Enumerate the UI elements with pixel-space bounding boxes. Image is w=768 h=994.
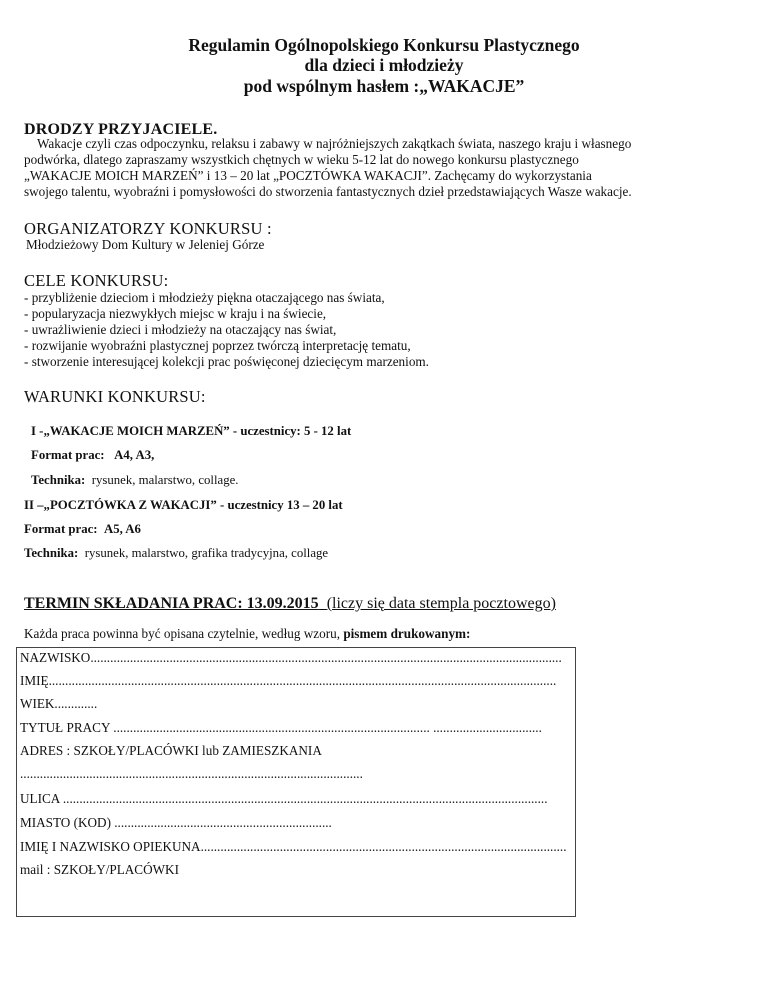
format-label: Format prac: bbox=[31, 448, 105, 462]
form-field-tytul: TYTUŁ PRACY ................................................................................................ ................................. bbox=[20, 720, 542, 735]
instruction-bold: pismem drukowanym: bbox=[343, 626, 471, 641]
category-1-format bbox=[31, 448, 154, 463]
format-label: Format prac: bbox=[24, 522, 98, 536]
goal-item: - rozwijanie wyobraźni plastycznej poprzez twórczą interpretację tematu, bbox=[24, 338, 411, 353]
form-field-miasto: MIASTO (KOD) .................................................................. bbox=[20, 815, 332, 830]
page-title-line-2: dla dzieci i młodzieży bbox=[304, 55, 464, 75]
form-field-mail: mail : SZKOŁY/PLACÓWKI bbox=[20, 862, 179, 877]
category-1-technique bbox=[31, 473, 238, 488]
form-field-wiek: WIEK............. bbox=[20, 696, 98, 711]
form-field-opiekun: IMIĘ I NAZWISKO OPIEKUNA............................................................................................................... bbox=[20, 839, 567, 854]
form-field-ulica: ULICA ................................................................................................................................................... bbox=[20, 791, 548, 806]
goal-item: - uwrażliwienie dzieci i młodzieży na otaczający nas świat, bbox=[24, 322, 337, 337]
category-2-technique bbox=[24, 546, 328, 561]
form-field-nazwisko: NAZWISKO............................................................................................................................................... bbox=[20, 650, 562, 665]
entry-label-form bbox=[16, 647, 576, 917]
form-instruction bbox=[24, 626, 470, 642]
page-title-line-1: Regulamin Ogólnopolskiego Konkursu Plastycznego bbox=[188, 35, 580, 55]
goal-item: - popularyzacja niezwykłych miejsc w kraju i na świecie, bbox=[24, 306, 327, 321]
instruction-text: Każda praca powinna być opisana czytelnie, według wzoru, bbox=[24, 626, 341, 641]
organizers-text: Młodzieżowy Dom Kultury w Jeleniej Górze bbox=[26, 237, 265, 252]
format-value: A4, A3, bbox=[114, 448, 155, 462]
intro-line-4: swojego talentu, wyobraźni i pomysłowości do stworzenia fantastycznych dzieł przedstawiających Wasze wakacje. bbox=[24, 184, 632, 199]
form-field-imie: IMIĘ.......................................................................................................................................................... bbox=[20, 673, 557, 688]
organizers-heading: ORGANIZATORZY KONKURSU : bbox=[24, 219, 272, 238]
deadline-note: (liczy się data stempla pocztowego) bbox=[326, 595, 556, 612]
intro-line-1: Wakacje czyli czas odpoczynku, relaksu i zabawy w najróżniejszych zakątkach świata, naszego kraju i własnego bbox=[37, 136, 632, 151]
technique-label: Technika: bbox=[24, 546, 79, 560]
format-value: A5, A6 bbox=[103, 522, 141, 536]
conditions-heading: WARUNKI KONKURSU: bbox=[24, 387, 206, 406]
intro-line-2: podwórka, dlatego zapraszamy wszystkich chętnych w wieku 5-12 lat do nowego konkursu plastycznego bbox=[24, 152, 579, 167]
intro-line-3: „WAKACJE MOICH MARZEŃ” i 13 – 20 lat „POCZTÓWKA WAKACJI”. Zachęcamy do wykorzystania bbox=[24, 168, 592, 183]
goals-heading: CELE KONKURSU: bbox=[24, 271, 169, 290]
category-2-title: II –„POCZTÓWKA Z WAKACJI” - uczestnicy 13 – 20 lat bbox=[24, 498, 343, 512]
goal-item: - przybliżenie dzieciom i młodzieży piękna otaczającego nas świata, bbox=[24, 290, 385, 305]
deadline bbox=[24, 595, 556, 613]
form-field-adres: ADRES : SZKOŁY/PLACÓWKI lub ZAMIESZKANIA bbox=[20, 743, 322, 758]
category-1-title: I -„WAKACJE MOICH MARZEŃ” - uczestnicy: 5 - 12 lat bbox=[31, 424, 352, 438]
technique-value: rysunek, malarstwo, collage. bbox=[91, 473, 239, 487]
form-field-adres-dots: ........................................................................................................ bbox=[20, 766, 363, 781]
deadline-label: TERMIN SKŁADANIA PRAC: 13.09.2015 bbox=[24, 595, 319, 612]
category-2-format bbox=[24, 522, 141, 537]
technique-value: rysunek, malarstwo, grafika tradycyjna, collage bbox=[84, 546, 329, 560]
technique-label: Technika: bbox=[31, 473, 86, 487]
goal-item: - stworzenie interesującej kolekcji prac poświęconej dziecięcym marzeniom. bbox=[24, 354, 429, 369]
intro-heading: DRODZY PRZYJACIELE. bbox=[24, 121, 218, 138]
page-title-line-3: pod wspólnym hasłem :„WAKACJE” bbox=[243, 76, 525, 96]
